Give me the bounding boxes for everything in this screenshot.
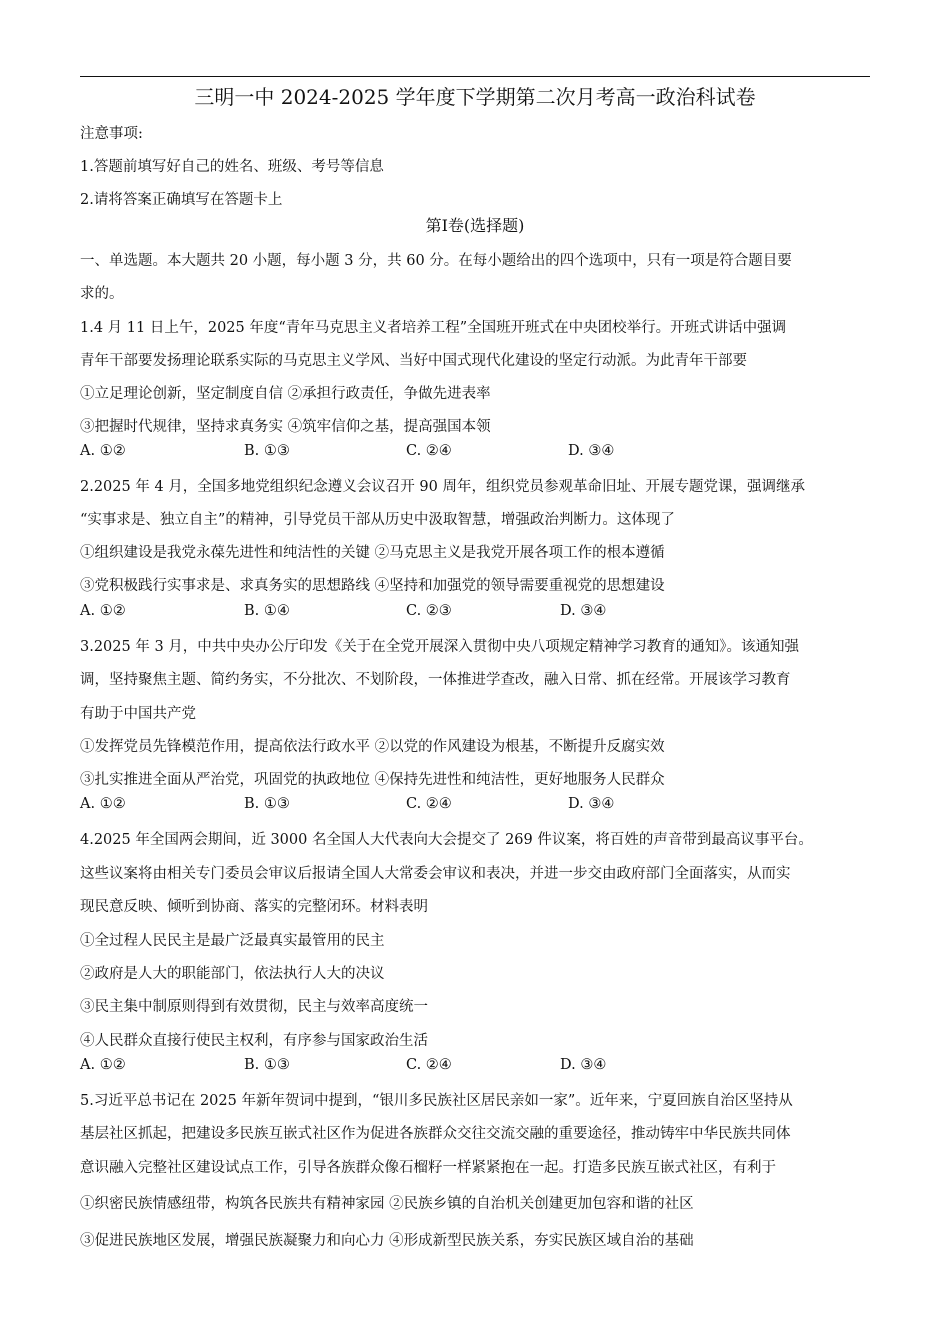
section-instructions: 一、单选题。本大题共 20 小题，每小题 3 分，共 60 分。在每小题给出的四个选项中，只有一项是符合题目要: [80, 253, 792, 269]
notice-item: 2.请将答案正确填写在答题卡上: [80, 192, 283, 208]
question-2-statement: ①组织建设是我党永葆先进性和纯洁性的关键 ②马克思主义是我党开展各项工作的根本遵循: [80, 545, 665, 561]
question-1-statement: ③把握时代规律，坚持求真务实 ④筑牢信仰之基，提高强国本领: [80, 419, 491, 435]
question-4-statement: ①全过程人民民主是最广泛最真实最管用的民主: [80, 933, 385, 949]
question-5-stem: 5.习近平总书记在 2025 年新年贺词中提到，“银川多民族社区居民亲如一家”。近年来，宁夏回族自治区坚持从: [80, 1093, 793, 1109]
question-5-stem: 意识融入完整社区建设试点工作，引导各族群众像石榴籽一样紧紧抱在一起。打造多民族互嵌式社区，有利于: [80, 1160, 776, 1176]
question-1-stem: 1.4 月 11 日上午，2025 年度“青年马克思主义者培养工程”全国班开班式在中央团校举行。开班式讲话中强调: [80, 320, 787, 336]
question-4-options: [80, 1055, 870, 1075]
notice-item: 1.答题前填写好自己的姓名、班级、考号等信息: [80, 159, 384, 175]
option-c[interactable]: C. ②④: [406, 796, 452, 812]
question-4-statement: ②政府是人大的职能部门，依法执行人大的决议: [80, 966, 385, 982]
notice-heading: 注意事项:: [80, 126, 143, 142]
option-c[interactable]: C. ②④: [406, 443, 452, 459]
question-4-stem: 现民意反映、倾听到协商、落实的完整闭环。材料表明: [80, 899, 428, 915]
question-1-stem: 青年干部要发扬理论联系实际的马克思主义学风、当好中国式现代化建设的坚定行动派。为此青年干部要: [80, 353, 747, 369]
question-1-options: [80, 441, 870, 461]
option-a[interactable]: A. ①②: [80, 603, 126, 619]
option-a[interactable]: A. ①②: [80, 443, 126, 459]
option-b[interactable]: B. ①③: [244, 443, 290, 459]
exam-title: 三明一中 2024-2025 学年度下学期第二次月考高一政治科试卷: [194, 85, 756, 109]
question-3-stem: 3.2025 年 3 月，中共中央办公厅印发《关于在全党开展深入贯彻中央八项规定精神学习教育的通知》。该通知强: [80, 639, 800, 655]
section-title: 第Ⅰ卷(选择题): [425, 216, 525, 235]
question-4-statement: ④人民群众直接行使民主权利，有序参与国家政治生活: [80, 1033, 428, 1049]
option-d[interactable]: D. ③④: [568, 443, 615, 459]
question-5-statement: ③促进民族地区发展，增强民族凝聚力和向心力 ④形成新型民族关系，夯实民族区域自治的基础: [80, 1233, 694, 1249]
question-3-stem: 有助于中国共产党: [80, 706, 196, 722]
option-b[interactable]: B. ①③: [244, 1057, 290, 1073]
question-5-statement: ①织密民族情感纽带，构筑各民族共有精神家园 ②民族乡镇的自治机关创建更加包容和谐的社区: [80, 1196, 694, 1212]
question-3-options: [80, 794, 870, 814]
header-rule: [80, 76, 870, 77]
question-3-stem: 调，坚持聚焦主题、简约务实，不分批次、不划阶段，一体推进学查改，融入日常、抓在经常。开展该学习教育: [80, 672, 791, 688]
option-b[interactable]: B. ①④: [244, 603, 290, 619]
question-3-statement: ①发挥党员先锋模范作用，提高依法行政水平 ②以党的作风建设为根基，不断提升反腐实效: [80, 739, 665, 755]
option-a[interactable]: A. ①②: [80, 1057, 126, 1073]
option-b[interactable]: B. ①③: [244, 796, 290, 812]
question-1-statement: ①立足理论创新，坚定制度自信 ②承担行政责任，争做先进表率: [80, 386, 491, 402]
option-a[interactable]: A. ①②: [80, 796, 126, 812]
section-instructions: 求的。: [80, 286, 124, 302]
question-4-stem: 4.2025 年全国两会期间，近 3000 名全国人大代表向大会提交了 269 件议案，将百姓的声音带到最高议事平台。: [80, 832, 813, 848]
question-5-stem: 基层社区抓起，把建设多民族互嵌式社区作为促进各族群众交往交流交融的重要途径，推动铸牢中华民族共同体: [80, 1126, 791, 1142]
question-2-statement: ③党积极践行实事求是、求真务实的思想路线 ④坚持和加强党的领导需要重视党的思想建设: [80, 578, 665, 594]
question-2-stem: 2.2025 年 4 月，全国多地党组织纪念遵义会议召开 90 周年，组织党员参观革命旧址、开展专题党课，强调继承: [80, 479, 805, 495]
question-2-options: [80, 601, 870, 621]
option-c[interactable]: C. ②③: [406, 603, 452, 619]
option-d[interactable]: D. ③④: [560, 1057, 607, 1073]
question-2-stem: “实事求是、独立自主”的精神，引导党员干部从历史中汲取智慧，增强政治判断力。这体现了: [80, 512, 675, 528]
question-4-stem: 这些议案将由相关专门委员会审议后报请全国人大常委会审议和表决，并进一步交由政府部门全面落实，从而实: [80, 866, 791, 882]
option-d[interactable]: D. ③④: [568, 796, 615, 812]
question-3-statement: ③扎实推进全面从严治党，巩固党的执政地位 ④保持先进性和纯洁性，更好地服务人民群众: [80, 772, 665, 788]
option-d[interactable]: D. ③④: [560, 603, 607, 619]
question-4-statement: ③民主集中制原则得到有效贯彻，民主与效率高度统一: [80, 999, 428, 1015]
option-c[interactable]: C. ②④: [406, 1057, 452, 1073]
